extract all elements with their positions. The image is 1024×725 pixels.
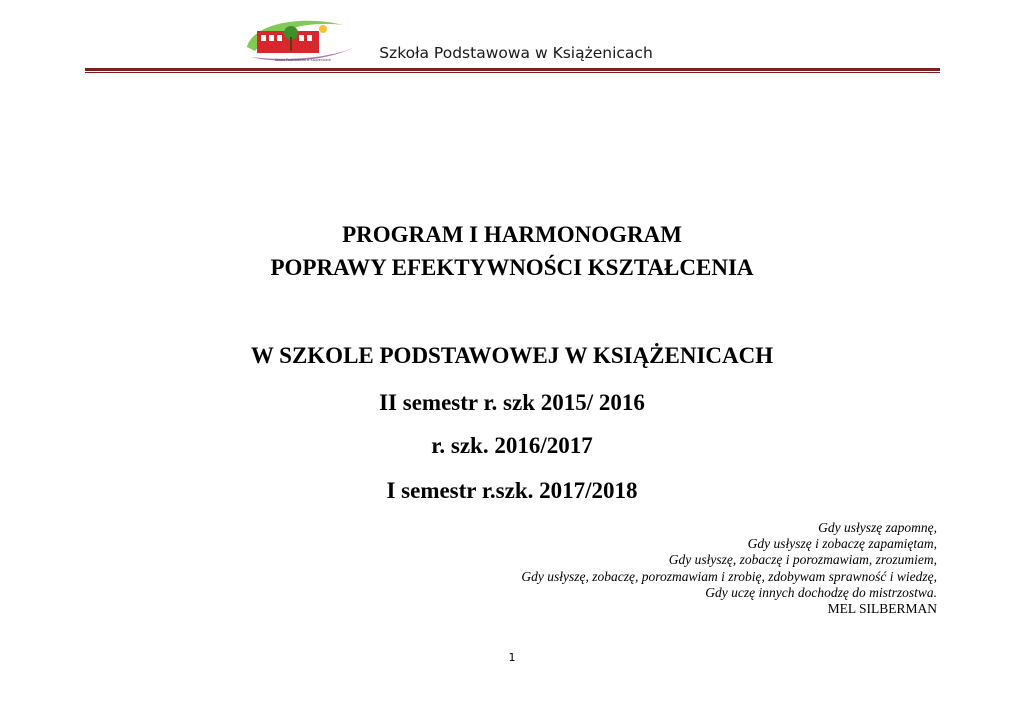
- title-line-1: PROGRAM I HARMONOGRAM: [342, 222, 682, 247]
- logo-caption: Szkoła Podstawowa w Książenicach: [274, 58, 332, 62]
- title-line-3: W SZKOLE PODSTAWOWEJ W KSIĄŻENICACH: [250, 343, 774, 368]
- header-rule-thin: [85, 72, 940, 73]
- title-line-2: POPRAWY EFEKTYWNOŚCI KSZTAŁCENIA: [270, 255, 754, 280]
- quote-author: MEL SILBERMAN: [827, 601, 937, 617]
- page-number: 1: [508, 651, 516, 664]
- title-line-5: r. szk. 2016/2017: [431, 433, 593, 458]
- quote-line: Gdy usłyszę i zobaczę zapamiętam,: [747, 536, 937, 552]
- quote-line: Gdy usłyszę zapomnę,: [818, 520, 937, 535]
- title-line-6: I semestr r.szk. 2017/2018: [386, 478, 638, 503]
- header-rule: [85, 68, 940, 71]
- quote-line: Gdy usłyszę, zobaczę, porozmawiam i zrobię, zdobywam sprawność i wiedzę,: [521, 568, 937, 584]
- epigraph-quote: [521, 520, 937, 617]
- quote-line: Gdy uczę innych dochodzę do mistrzostwa.: [705, 584, 937, 600]
- header-school-name: Szkoła Podstawowa w Książenicach: [379, 44, 653, 62]
- quote-line: Gdy usłyszę, zobaczę i porozmawiam, zrozumiem,: [668, 552, 937, 568]
- title-line-4: II semestr r. szk 2015/ 2016: [379, 390, 645, 415]
